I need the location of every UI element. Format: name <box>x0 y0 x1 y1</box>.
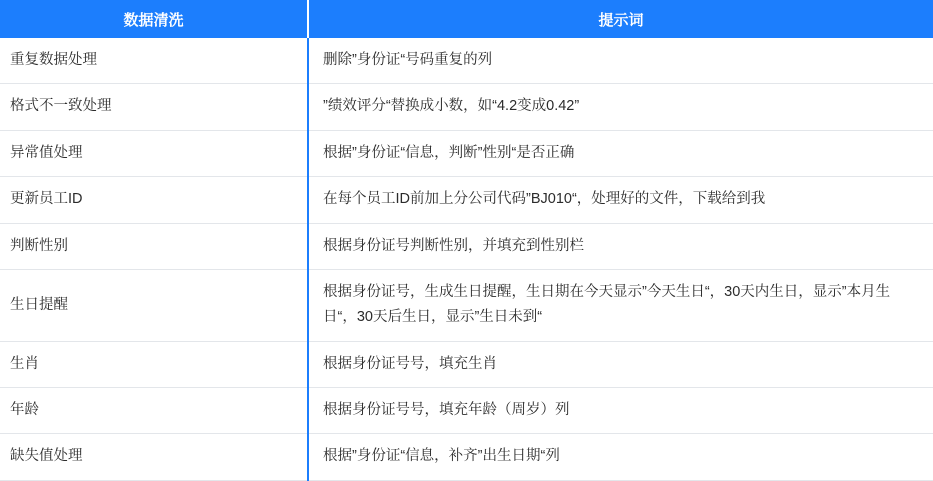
cell-prompt: ”绩效评分“替换成小数，如“4.2变成0.42” <box>308 84 933 130</box>
table-row <box>0 84 933 130</box>
cell-task: 格式不一致处理 <box>0 84 308 130</box>
cell-prompt: 根据”身份证“信息，补齐”出生日期“列 <box>308 434 933 480</box>
cell-task: 生日提醒 <box>0 269 308 341</box>
table-row <box>0 223 933 269</box>
table-row <box>0 269 933 341</box>
cell-prompt: 根据身份证号号，填充年龄（周岁）列 <box>308 388 933 434</box>
table-row <box>0 177 933 223</box>
cell-task: 更新员工ID <box>0 177 308 223</box>
cell-prompt: 根据身份证号，生成生日提醒，生日期在今天显示”今天生日“，30天内生日，显示”本月生日“，30天后生日，显示”生日未到“ <box>308 269 933 341</box>
cell-prompt: 删除”身份证“号码重复的列 <box>308 38 933 84</box>
table-body <box>0 38 933 480</box>
cell-prompt: 根据身份证号判断性别，并填充到性别栏 <box>308 223 933 269</box>
table-row <box>0 38 933 84</box>
cell-prompt: 在每个员工ID前加上分公司代码”BJ010“，处理好的文件，下载给到我 <box>308 177 933 223</box>
table-row <box>0 130 933 176</box>
column-header-prompt: 提示词 <box>308 0 933 38</box>
cell-task: 年龄 <box>0 388 308 434</box>
table-row <box>0 388 933 434</box>
cell-task: 异常值处理 <box>0 130 308 176</box>
cell-task: 判断性别 <box>0 223 308 269</box>
cell-prompt: 根据身份证号号，填充生肖 <box>308 341 933 387</box>
table-header-row <box>0 0 933 38</box>
column-header-task: 数据清洗 <box>0 0 308 38</box>
table-row <box>0 341 933 387</box>
cell-task: 缺失值处理 <box>0 434 308 480</box>
cell-task: 重复数据处理 <box>0 38 308 84</box>
table-header <box>0 0 933 38</box>
table-row <box>0 434 933 480</box>
cell-prompt: 根据”身份证“信息，判断”性别“是否正确 <box>308 130 933 176</box>
cell-task: 生肖 <box>0 341 308 387</box>
